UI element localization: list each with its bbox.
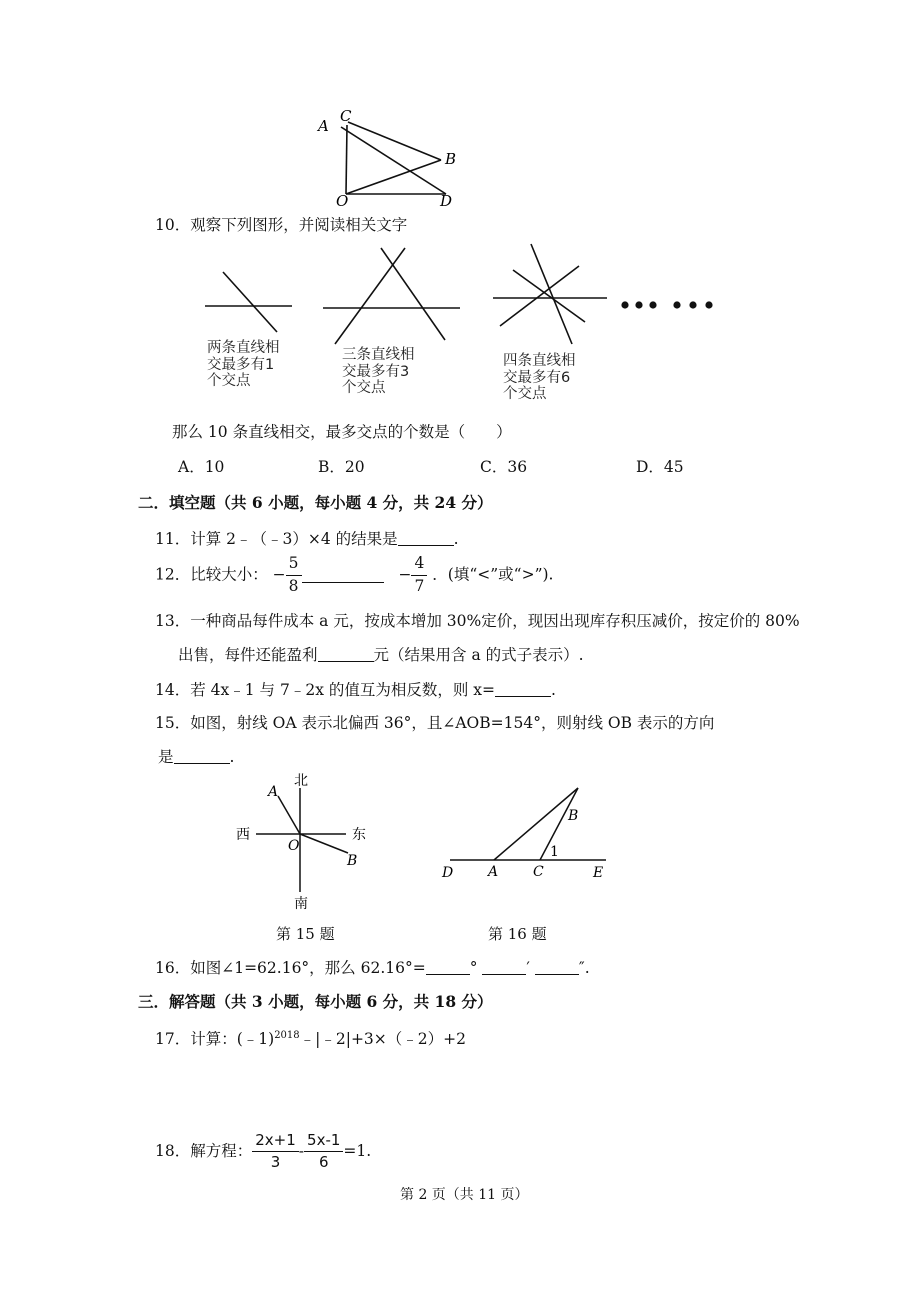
compass-north-label: 北	[294, 773, 308, 789]
caption-line: 交最多有3	[342, 363, 410, 380]
numerator: 2x+1	[252, 1133, 299, 1152]
q17-suffix: ﹣|﹣2|+3×（﹣2）+2	[299, 1030, 466, 1049]
point-label-d: D	[440, 192, 453, 210]
q11-period: .	[453, 530, 459, 548]
q11-text: 11．计算 2﹣（﹣3）×4 的结果是	[155, 530, 398, 548]
caption-line: 个交点	[342, 380, 386, 397]
q13-answer-blank[interactable]	[318, 647, 374, 662]
q17-exponent: 2018	[274, 1030, 300, 1041]
numerator: 4	[411, 556, 427, 576]
caption-line: 交最多有6	[503, 369, 571, 386]
point-label-e: E	[593, 865, 604, 881]
q16-text: 16．如图∠1=62.16°，那么 62.16°=	[155, 959, 426, 977]
q16	[155, 959, 590, 978]
q14-text: 14．若 4x﹣1 与 7﹣2x 的值互为相反数，则 x=	[155, 681, 496, 699]
point-label-c: C	[340, 107, 352, 125]
q15-line2-text: 是	[158, 748, 174, 766]
q14-answer-blank[interactable]	[495, 682, 551, 697]
q16-minute-blank[interactable]	[482, 960, 526, 975]
section3-title: 三．解答题（共 3 小题，每小题 6 分，共 18 分）	[138, 992, 493, 1011]
q15-answer-blank[interactable]	[174, 749, 230, 764]
point-label-a: A	[318, 117, 329, 135]
q12-fraction-1	[286, 556, 302, 594]
q12-prefix: 12．比较大小：	[155, 565, 268, 584]
q13-line2	[178, 646, 584, 665]
q13-line2-tail: 元（结果用含 a 的式子表示）.	[373, 646, 584, 664]
q15-compass-figure	[228, 770, 378, 915]
point-label-a: A	[488, 864, 499, 880]
q12-frac2-sign: −	[398, 565, 412, 584]
q18-prefix: 18．解方程：	[155, 1141, 253, 1160]
fig15-caption: 第 15 题	[276, 925, 335, 943]
q12	[155, 556, 554, 594]
q12-fraction-2	[411, 556, 427, 594]
q15-period: .	[229, 748, 235, 766]
q10-caption-four-lines	[503, 353, 576, 403]
q16-degree-blank[interactable]	[426, 960, 470, 975]
q18-minus: -	[298, 1141, 305, 1160]
denominator: 6	[318, 1153, 329, 1171]
q16-second-blank[interactable]	[535, 960, 579, 975]
denominator: 8	[288, 576, 299, 595]
point-label-a: A	[268, 784, 279, 800]
compass-east-label: 东	[352, 827, 366, 843]
q12-suffix: ．(填“<”或“>”).	[432, 565, 554, 584]
numerator: 5x-1	[304, 1133, 343, 1152]
point-label-b: B	[347, 853, 358, 869]
q10-option-d: D．45	[636, 458, 684, 476]
q18-suffix: =1.	[343, 1141, 372, 1160]
compass-west-label: 西	[236, 827, 250, 843]
angle-label-1: 1	[550, 844, 559, 860]
q10-ellipsis: • • • • • •	[620, 310, 626, 311]
q12-answer-blank[interactable]	[302, 568, 384, 583]
q16-second-unit: ″	[578, 959, 585, 977]
q10-figure	[195, 240, 725, 350]
q16-degree-unit: °	[469, 959, 478, 977]
point-label-o: O	[288, 838, 300, 854]
q15-line1: 15．如图，射线 OA 表示北偏西 36°，且∠AOB=154°，则射线 OB 表示的方向	[155, 714, 715, 732]
q18-fraction-2	[304, 1133, 343, 1170]
q13-line1: 13．一种商品每件成本 a 元，按成本增加 30%定价，现因出现库存积压减价，按定价的 80%	[155, 612, 800, 630]
point-label-o: O	[336, 192, 349, 210]
caption-line: 个交点	[503, 386, 547, 403]
point-label-d: D	[442, 865, 454, 881]
q9-figure	[300, 105, 470, 215]
point-label-b: B	[445, 150, 457, 168]
caption-line: 两条直线相	[207, 340, 280, 356]
page-footer: 第 2 页（共 11 页）	[400, 1187, 529, 1203]
caption-line: 个交点	[207, 373, 251, 390]
q11	[155, 530, 459, 549]
q10-question: 那么 10 条直线相交，最多交点的个数是（ ）	[172, 423, 512, 441]
q16-period: .	[584, 959, 590, 977]
q10-caption-three-lines	[342, 347, 415, 397]
numerator: 5	[286, 556, 302, 576]
q13-line2-text: 出售，每件还能盈利	[178, 646, 318, 664]
q10-caption-two-lines	[207, 340, 280, 390]
q10-stem: 10．观察下列图形，并阅读相关文字	[155, 216, 408, 234]
q14-period: .	[551, 681, 556, 699]
q17-prefix: 17．计算：(﹣1)	[155, 1030, 275, 1049]
q17	[155, 1030, 466, 1049]
q10-option-a: A．10	[178, 458, 225, 476]
q15-line2	[158, 748, 234, 767]
q10-ellipsis-dots	[621, 301, 712, 308]
denominator: 3	[270, 1153, 281, 1171]
q16-minute-unit: ′	[526, 959, 530, 977]
denominator: 7	[414, 576, 425, 595]
q11-answer-blank[interactable]	[398, 531, 454, 546]
q18	[155, 1133, 371, 1170]
q18-fraction-1	[252, 1133, 299, 1170]
point-label-b: B	[568, 808, 579, 824]
q16-figure	[432, 780, 617, 885]
q10-option-c: C．36	[480, 458, 528, 476]
section2-title: 二．填空题（共 6 小题，每小题 4 分，共 24 分）	[138, 493, 493, 512]
q14	[155, 681, 556, 700]
caption-line: 三条直线相	[342, 347, 415, 363]
q10-option-b: B．20	[318, 458, 365, 476]
caption-line: 交最多有1	[207, 356, 275, 373]
caption-line: 四条直线相	[503, 353, 576, 369]
q12-frac1-sign: −	[272, 565, 286, 584]
fig16-caption: 第 16 题	[488, 925, 547, 943]
point-label-c: C	[533, 864, 544, 880]
compass-south-label: 南	[294, 896, 308, 912]
